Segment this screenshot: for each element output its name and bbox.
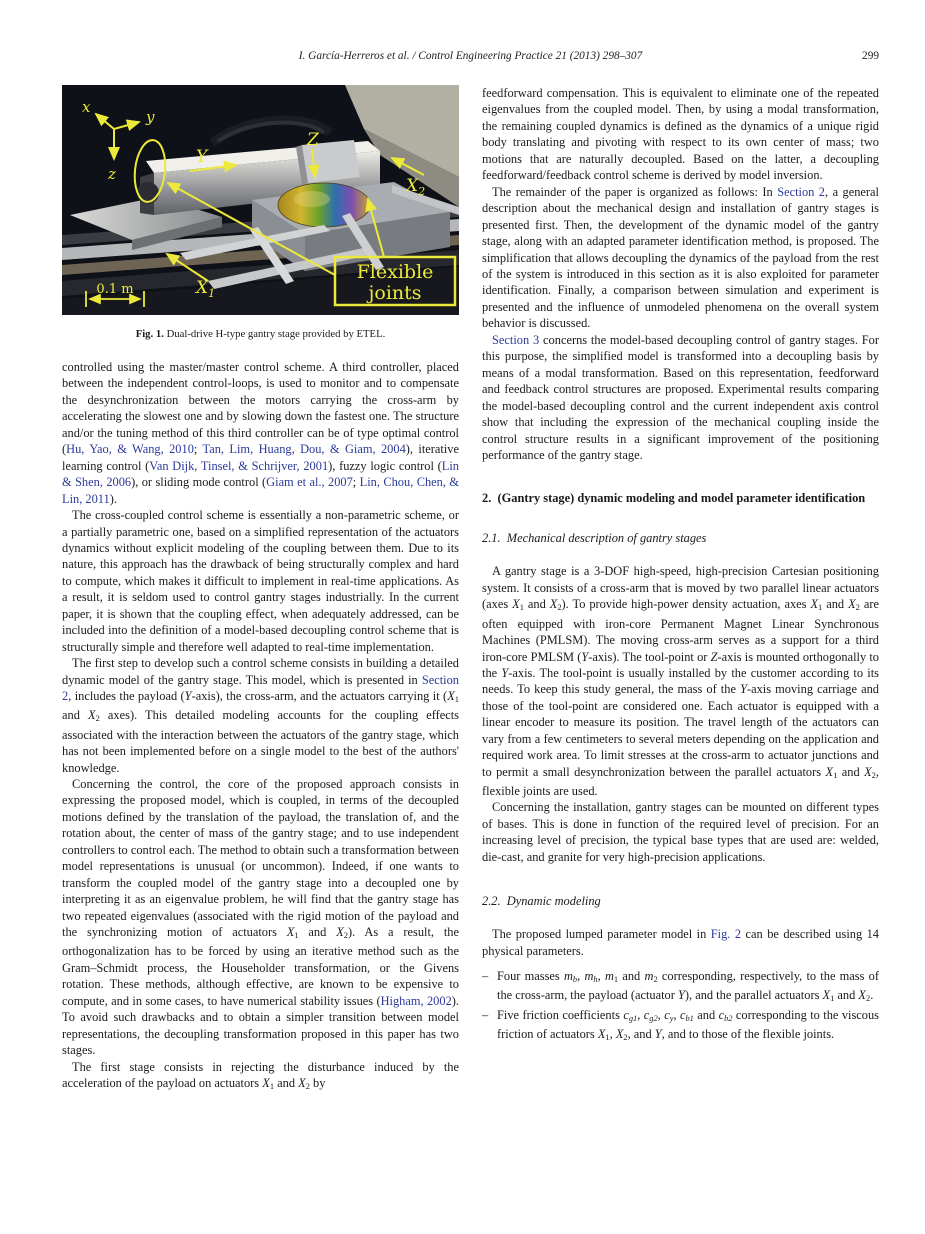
text-span: can be described using 14 physical parameters.: [482, 927, 880, 958]
text-span: The first step to develop such a control scheme consists in building a detailed dynamic model of the gantry stage. This model, which is presented in: [62, 656, 459, 687]
text-span: 1: [818, 602, 823, 613]
text-span: and: [834, 988, 859, 1003]
text-span: 1: [294, 929, 299, 940]
text-span: 1: [833, 769, 838, 780]
right-column-intro: [482, 85, 879, 463]
text-span: 1: [454, 693, 459, 704]
section21-heading: 2.1. Mechanical description of gantry stages: [482, 531, 707, 546]
list-item: [482, 968, 879, 1007]
text-span: X: [848, 597, 856, 612]
text-span: b2: [724, 1012, 733, 1023]
text-span: 2: [343, 929, 348, 940]
text-span: m: [563, 969, 573, 984]
paragraph: [482, 85, 879, 184]
flexible-label-line1: Flexible: [356, 261, 434, 283]
text-span: X: [822, 988, 831, 1003]
text-span: Concerning the control, the core of the proposed approach consists in expressing the proposed model, which is coupled, in terms of the decoupled motions defined by the translation of the payload, the translation of, and the rotation about, the center of mass of the gantry stage; and to use independent controllers to control each. The method to obtain such a transformation between model representations is unusual (or uncommon). Indeed, if one wants to transform the coupled model of the gantry stage into a decoupled one by interpreting it as an eigenvalue problem, he will find that the gantry stage has two repeated eigenvalues (associated with the rigid motion of the payload and the synchronizing motion of actuators: [62, 777, 459, 940]
text-span: X: [858, 988, 866, 1003]
text-span: ,: [577, 969, 585, 984]
text-span: , flexible joints are used.: [482, 764, 879, 798]
text-span: X: [262, 1076, 270, 1091]
x2-sub: 2: [418, 185, 426, 198]
text-span: , a general description about the mechanical design and installation of gantry stages is presented first. Then, the development of the dynamic model of the gantry stage, along with an adapted parameter identification method, is proposed. The simplification that allows decoupling the dynamics of the payload from the rest of the system is introduced in this section as it is also exploited for parameter identification. Finally, a comparison between simulation and experiment is presented and the influence of unmodeled phenomena on the overall system behavior is discussed.: [482, 184, 879, 331]
text-span: c: [664, 1007, 670, 1022]
text-span: by: [309, 1076, 326, 1091]
text-span: X: [597, 1027, 606, 1042]
text-span: and: [274, 1076, 299, 1091]
list-item-text: [497, 968, 879, 1007]
text-span: X: [447, 689, 455, 704]
text-span: c: [643, 1007, 650, 1022]
citation-link[interactable]: Van Dijk, Tinsel, & Schrijver, 2001: [149, 458, 329, 473]
text-span: X: [88, 708, 96, 723]
left-column: [62, 85, 459, 1094]
right-column: [482, 85, 879, 1094]
text-span: 2: [653, 974, 658, 985]
text-span: 1: [830, 993, 835, 1004]
text-span: and: [523, 597, 550, 612]
text-span: m: [584, 969, 594, 984]
list-item-text: [497, 1007, 879, 1046]
text-span: controlled using the master/master control scheme. A third controller, placed between the independent control-loops, is used to monitor and to compensate the desynchronization between the motors carrying the cross-arm by accelerating the slowest one and by slowing down the fastest one. The structure and/or the tuning method of this third controller can be of type optimal control (: [62, 360, 459, 457]
text-span: , and to those of the flexible joints.: [661, 1027, 835, 1042]
paragraph: [482, 184, 879, 332]
text-span: ,: [637, 1007, 644, 1022]
paragraph: [482, 926, 879, 959]
y-axis-label: Y: [196, 147, 208, 167]
text-span: corresponding, respectively, to the mass of the cross-arm, the payload (actuator: [497, 969, 879, 1003]
axis-z-label: z: [108, 165, 116, 183]
text-span: ), and the parallel actuators: [684, 988, 823, 1003]
text-span: A gantry stage is a 3-DOF high-speed, high-precision Cartesian positioning system. It consists of a cross-arm that is moved by two parallel linear actuators (axes: [482, 564, 879, 612]
text-span: and: [618, 969, 645, 984]
citation-link[interactable]: Section 3: [492, 332, 540, 347]
citation-link[interactable]: Section 2: [777, 184, 826, 199]
section22-text: [482, 926, 879, 959]
list-dash: –: [482, 969, 489, 984]
figure1-photo: [62, 85, 459, 315]
parameter-list: [482, 968, 879, 1045]
x2-base: X: [406, 176, 419, 196]
text-span: c: [623, 1007, 629, 1022]
text-span: and: [822, 597, 849, 612]
text-span: Five friction coefficients: [497, 1007, 624, 1022]
paragraph: [62, 359, 459, 507]
paragraph: [482, 799, 879, 865]
z-axis-label: Z: [307, 130, 319, 150]
text-span: Dual-drive H-type gantry stage provided by ETEL.: [163, 328, 386, 340]
text-span: ,: [609, 1027, 616, 1042]
text-span: The proposed lumped parameter model in: [492, 927, 711, 942]
citation-link[interactable]: Section 2: [62, 672, 459, 704]
text-span: are often equipped with iron-core Permanent Magnet Linear Synchronous Machines (PMLSM). The moving cross-arm serves as a support for a third iron-core PMLSM (: [482, 597, 879, 664]
text-span: 2: [623, 1031, 628, 1042]
text-span: ,: [597, 969, 605, 984]
text-span: Y: [654, 1027, 662, 1042]
text-span: The first stage consists in rejecting the disturbance induced by the acceleration of the payload on actuators: [62, 1059, 459, 1091]
paragraph: [62, 776, 459, 1059]
text-span: Y: [501, 665, 509, 680]
running-head: [62, 50, 879, 62]
citation-link[interactable]: Fig. 2: [710, 927, 742, 942]
paragraph: [62, 655, 459, 776]
text-span: X: [864, 764, 872, 779]
text-span: 1: [519, 602, 524, 613]
citation-link[interactable]: Lin, Chou, Chen, & Lin, 2011: [62, 475, 459, 506]
text-span: y: [669, 1012, 674, 1023]
text-span: ), or sliding mode control (: [131, 475, 267, 490]
x1-base: X: [196, 278, 209, 298]
text-span: ). To provide high-power density actuation, axes: [561, 597, 811, 612]
text-span: X: [512, 597, 520, 612]
text-span: h: [593, 974, 598, 985]
text-span: X: [549, 597, 558, 612]
paragraph: [62, 1059, 459, 1095]
text-span: Y: [740, 682, 747, 697]
text-span: 1: [613, 974, 619, 985]
text-span: Y: [184, 689, 192, 704]
figure1: [62, 85, 459, 341]
text-span: The cross-coupled control scheme is essentially a non-parametric scheme, or a partially parametric one, based on a simplified representation of the actuators dynamics without explicit modeling of the coupling between them. Due to its nature, this approach has the drawback of being structurally complex and hard to compute, which makes it difficult to implement in real-time applications. As a result, it is seldom used to control gantry stages industrially. In the current paper, it is shown that the coupling effect, when adequately addressed, can be included into the definition of a model-based decoupling control scheme that is structurally simple and therefore well adapted to real-time implementation.: [62, 508, 459, 654]
paragraph: [482, 332, 879, 464]
text-span: ,: [673, 1007, 680, 1022]
axis-x-label: x: [82, 98, 91, 116]
citation-link[interactable]: Lin & Shen, 2006: [62, 458, 460, 490]
text-span: b1: [685, 1012, 694, 1023]
text-span: ;: [193, 442, 203, 457]
text-span: -axis is mounted orthogonally to the: [482, 649, 879, 680]
text-span: and: [693, 1007, 719, 1022]
text-span: The remainder of the paper is organized as follows: In: [492, 184, 778, 199]
left-column-text: [62, 359, 459, 1094]
text-span: -axis), the cross-arm, and the actuators carrying it (: [191, 689, 448, 704]
figure1-caption: [62, 328, 459, 341]
citation-link[interactable]: Hu, Yao, & Wang, 2010: [66, 442, 194, 457]
citation-link[interactable]: Tan, Lim, Huang, Dou, & Giam, 2004: [202, 442, 406, 457]
citation-link[interactable]: Higham, 2002: [380, 993, 452, 1008]
text-span: feedforward compensation. This is equivalent to eliminate one of the repeated eigenvalues from the coupled model. Then, by using a modal transformation, the remaining coupled dynamics is defined as the dynamics of a unique rigid body translating and pivoting with respect to its own center of mass; two motions that are naturally decoupled. Based on the latter, a decoupling feedforward/feedback control scheme is derived by model inversion.: [482, 86, 879, 183]
text-span: concerns the model-based decoupling control of gantry stages. For this purpose, the simplified model is transformed into a decoupling basis by means of a modal transformation. Based on this representation, feedforward and feedback control structures are proposed. Experimental results comparing the model-based decoupling control and the current independent axis control show that including the expression of the mechanical coupling inside the control structure results in a significant improvement of the positioning performance of the gantry stage.: [482, 332, 880, 462]
text-span: 2: [95, 713, 100, 724]
text-span: X: [298, 1076, 306, 1091]
text-span: c: [679, 1007, 686, 1022]
text-span: ). As a result, the orthogonalization has to be forced by using an iterative method such as the Gram–Schmidt process, the Householder transformation, or the Givens rotation. These methods, although effective, are known to be expensive to compute, and in some cases, to have numerical stability issues (: [62, 925, 459, 1008]
text-span: X: [336, 925, 344, 940]
text-span: and: [837, 764, 865, 779]
text-span: Y: [581, 649, 589, 664]
text-span: ;: [352, 475, 360, 490]
running-head-text: I. García-Herreros et al. / Control Engineering Practice 21 (2013) 298–307: [298, 50, 643, 62]
text-span: and: [298, 925, 337, 940]
text-span: Concerning the installation, gantry stages can be mounted on different types of bases. This is done in function of the required level of precision. For an increasing level of precision, the typical base types that are used are: welded, die-cast, and granite for very high-precision applications.: [482, 800, 879, 864]
text-span: 1: [605, 1031, 610, 1042]
text-span: 2: [865, 993, 871, 1004]
section22-heading: 2.2. Dynamic modeling: [482, 894, 601, 909]
text-span: Z: [710, 649, 718, 664]
page-number: 299: [862, 50, 879, 62]
citation-link[interactable]: Giam et al., 2007: [266, 475, 353, 490]
text-span: m: [644, 969, 654, 984]
text-span: -axis. The tool-point is usually installed by the customer according to its needs. To keep this study general, the mass of the: [482, 665, 879, 697]
text-span: -axis). The tool-point or: [588, 649, 711, 664]
text-span: X: [615, 1027, 624, 1042]
text-span: g2: [649, 1012, 658, 1023]
axis-y-label: y: [146, 108, 155, 126]
text-span: ).: [109, 491, 117, 506]
text-span: m: [604, 969, 614, 984]
text-span: 2: [871, 769, 876, 780]
list-dash: –: [482, 1007, 489, 1022]
section21-text: [482, 563, 879, 865]
list-item: [482, 1007, 879, 1046]
x1-sub: 1: [208, 287, 216, 300]
text-span: 2: [855, 602, 860, 613]
text-span: , includes the payload (: [68, 689, 185, 704]
text-span: Y: [677, 988, 685, 1003]
text-span: ), fuzzy logic control (: [328, 458, 442, 473]
text-span: Fig. 1.: [135, 328, 164, 340]
text-span: ). To avoid such drawbacks and to obtain a simpler transition between model representations, the decoupling transformation proposed in this paper has two stages.: [62, 993, 459, 1058]
text-span: ), iterative learning control (: [62, 442, 459, 473]
text-span: Four masses: [497, 969, 564, 984]
text-span: X: [825, 764, 834, 779]
text-span: c: [718, 1007, 725, 1022]
wafer-highlight: [294, 191, 330, 207]
scale-label: 0.1 m: [96, 282, 134, 297]
section2-heading: 2. (Gantry stage) dynamic modeling and model parameter identification: [482, 491, 866, 506]
text-span: 2: [305, 1080, 310, 1091]
text-span: , and: [627, 1027, 655, 1042]
text-span: X: [286, 925, 295, 940]
paragraph: [482, 563, 879, 799]
text-span: axes). This detailed modeling accounts for the coupling effects associated with the interaction between the actuators of the gantry stage, which has not been implemented before on a single model to the best of the authors' knowledge.: [62, 708, 459, 775]
text-span: 2: [557, 602, 562, 613]
text-span: -axis moving carriage and those of the tool-point are considered one. Each actuator is equipped with a linear encoder to measure its position. The travel length of the actuators can vary from a few centimeters to several meters depending on the application and required work area. To limit stresses at the cross-arm to actuator junctions and to permit a small desynchronization between the parallel actuators: [482, 682, 879, 779]
text-span: corresponding to the viscous friction of actuators: [497, 1007, 879, 1042]
paragraph: [62, 507, 459, 655]
text-span: ,: [657, 1007, 665, 1022]
flexible-label-line2: joints: [368, 282, 422, 304]
text-span: and: [62, 708, 89, 723]
text-span: g1: [628, 1012, 638, 1023]
text-span: X: [810, 597, 819, 612]
text-span: .: [870, 988, 874, 1003]
wafer: [278, 183, 370, 227]
text-span: b: [572, 974, 578, 985]
text-span: 1: [269, 1080, 275, 1091]
